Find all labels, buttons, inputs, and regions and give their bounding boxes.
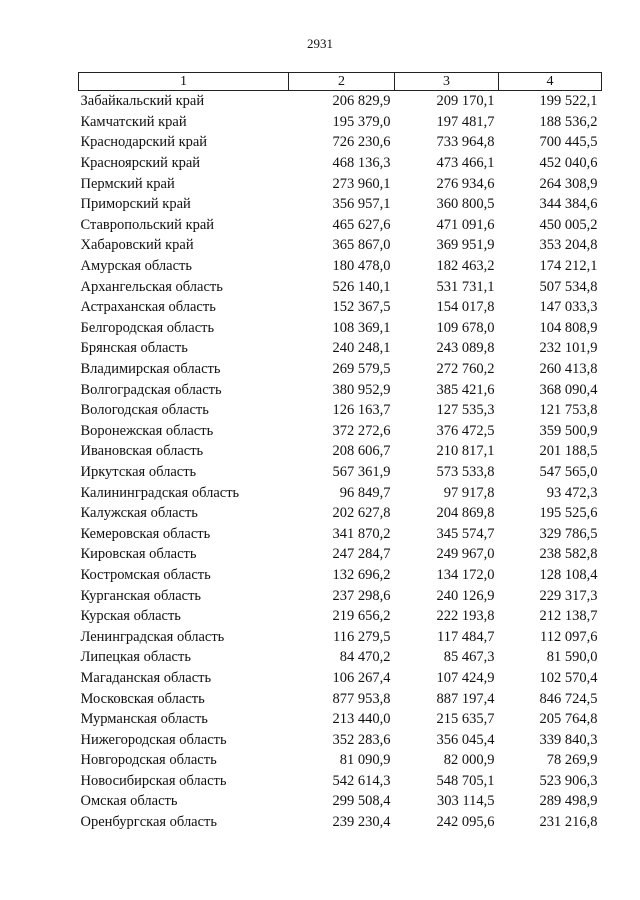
- value-cell-col-2: 247 284,7: [332, 546, 391, 563]
- region-name-cell: Новосибирская область: [80, 772, 227, 789]
- region-name-cell: Воронежская область: [80, 422, 214, 439]
- value-cell-col-2: 526 140,1: [332, 278, 391, 295]
- value-cell-col-3: 385 421,6: [436, 381, 495, 398]
- value-cell-col-2: 726 230,6: [332, 134, 391, 151]
- region-name-cell: Белгородская область: [80, 319, 215, 336]
- value-cell-col-4: 229 317,3: [539, 587, 598, 604]
- value-cell-col-2: 380 952,9: [332, 381, 391, 398]
- table-row: [79, 132, 602, 153]
- value-cell-col-4: 205 764,8: [539, 711, 598, 728]
- table-row: [79, 503, 602, 524]
- value-cell-col-4: 846 724,5: [539, 690, 598, 707]
- value-cell-col-3: 471 091,6: [436, 216, 495, 233]
- region-name-cell: Мурманская область: [80, 711, 208, 728]
- table-row: [79, 338, 602, 359]
- value-cell-col-3: 215 635,7: [436, 711, 495, 728]
- value-cell-col-2: 96 849,7: [339, 484, 391, 501]
- value-cell-col-3: 242 095,6: [436, 814, 495, 831]
- value-cell-col-4: 102 570,4: [539, 669, 598, 686]
- table-row: [79, 318, 602, 339]
- value-cell-col-2: 465 627,6: [332, 216, 391, 233]
- table-row: [79, 750, 602, 771]
- value-cell-col-4: 93 472,3: [546, 484, 598, 501]
- region-name-cell: Московская область: [80, 690, 205, 707]
- region-name-cell: Брянская область: [80, 340, 188, 357]
- region-name-cell: Курганская область: [80, 587, 202, 604]
- value-cell-col-2: 273 960,1: [332, 175, 391, 192]
- value-cell-col-2: 208 606,7: [332, 443, 391, 460]
- value-cell-col-4: 450 005,2: [539, 216, 598, 233]
- table-row: [79, 297, 602, 318]
- value-cell-col-3: 204 869,8: [436, 505, 495, 522]
- table-row: [79, 112, 602, 133]
- table-row: [79, 91, 602, 112]
- value-cell-col-4: 199 522,1: [539, 93, 598, 110]
- value-cell-col-4: 359 500,9: [539, 422, 598, 439]
- table-row: [79, 585, 602, 606]
- region-name-cell: Красноярский край: [80, 155, 201, 172]
- table-body: [79, 91, 602, 833]
- table-header-row: [79, 73, 602, 91]
- value-cell-col-2: 180 478,0: [332, 258, 391, 275]
- value-cell-col-3: 210 817,1: [436, 443, 495, 460]
- region-name-cell: Курская область: [80, 608, 181, 625]
- table-row: [79, 441, 602, 462]
- table-row: [79, 153, 602, 174]
- value-cell-col-3: 154 017,8: [436, 299, 495, 316]
- value-cell-col-2: 542 614,3: [332, 772, 391, 789]
- value-cell-col-2: 202 627,8: [332, 505, 391, 522]
- region-name-cell: Ивановская область: [80, 443, 204, 460]
- value-cell-col-4: 238 582,8: [539, 546, 598, 563]
- column-header-3: 3: [395, 73, 499, 91]
- table-row: [79, 709, 602, 730]
- region-name-cell: Магаданская область: [80, 669, 212, 686]
- value-cell-col-4: 264 308,9: [539, 175, 598, 192]
- value-cell-col-4: 339 840,3: [539, 731, 598, 748]
- value-cell-col-3: 887 197,4: [436, 690, 495, 707]
- region-name-cell: Амурская область: [80, 258, 192, 275]
- value-cell-col-2: 567 361,9: [332, 463, 391, 480]
- value-cell-col-3: 109 678,0: [436, 319, 495, 336]
- value-cell-col-3: 360 800,5: [436, 196, 495, 213]
- region-name-cell: Калужская область: [80, 505, 198, 522]
- value-cell-col-3: 82 000,9: [443, 752, 495, 769]
- value-cell-col-2: 195 379,0: [332, 113, 391, 130]
- region-name-cell: Забайкальский край: [80, 93, 205, 110]
- value-cell-col-3: 548 705,1: [436, 772, 495, 789]
- value-cell-col-2: 81 090,9: [339, 752, 391, 769]
- value-cell-col-3: 85 467,3: [443, 649, 495, 666]
- value-cell-col-3: 222 193,8: [436, 608, 495, 625]
- value-cell-col-2: 299 508,4: [332, 793, 391, 810]
- region-name-cell: Краснодарский край: [80, 134, 208, 151]
- page-number: 2931: [307, 36, 333, 51]
- value-cell-col-3: 197 481,7: [436, 113, 495, 130]
- value-cell-col-2: 468 136,3: [332, 155, 391, 172]
- table-row: [79, 668, 602, 689]
- value-cell-col-3: 117 484,7: [437, 628, 495, 645]
- value-cell-col-3: 182 463,2: [436, 258, 495, 275]
- table-row: [79, 215, 602, 236]
- region-name-cell: Хабаровский край: [80, 237, 194, 254]
- table-row: [79, 256, 602, 277]
- value-cell-col-3: 473 466,1: [436, 155, 495, 172]
- table-row: [79, 235, 602, 256]
- region-name-cell: Кировская область: [80, 546, 197, 563]
- region-name-cell: Липецкая область: [80, 649, 191, 666]
- table-row: [79, 606, 602, 627]
- value-cell-col-3: 240 126,9: [436, 587, 495, 604]
- value-cell-col-3: 127 535,3: [436, 402, 495, 419]
- region-name-cell: Калининградская область: [80, 484, 240, 501]
- value-cell-col-2: 206 829,9: [332, 93, 391, 110]
- column-header-1: 1: [79, 73, 289, 91]
- value-cell-col-4: 353 204,8: [539, 237, 598, 254]
- value-cell-col-4: 700 445,5: [539, 134, 598, 151]
- value-cell-col-3: 531 731,1: [436, 278, 495, 295]
- value-cell-col-2: 132 696,2: [332, 566, 391, 583]
- value-cell-col-4: 128 108,4: [539, 566, 598, 583]
- region-name-cell: Пермский край: [80, 175, 175, 192]
- value-cell-col-4: 201 188,5: [539, 443, 598, 460]
- table-row: [79, 812, 602, 833]
- value-cell-col-4: 260 413,8: [539, 361, 598, 378]
- table-row: [79, 729, 602, 750]
- table-row: [79, 565, 602, 586]
- value-cell-col-2: 239 230,4: [332, 814, 391, 831]
- value-cell-col-2: 341 870,2: [332, 525, 391, 542]
- table-row: [79, 791, 602, 812]
- value-cell-col-3: 376 472,5: [436, 422, 495, 439]
- value-cell-col-3: 243 089,8: [436, 340, 495, 357]
- region-name-cell: Вологодская область: [80, 402, 209, 419]
- value-cell-col-4: 368 090,4: [539, 381, 598, 398]
- value-cell-col-2: 356 957,1: [332, 196, 391, 213]
- table-row: [79, 544, 602, 565]
- table-row: [79, 482, 602, 503]
- table-row: [79, 626, 602, 647]
- value-cell-col-4: 195 525,6: [539, 505, 598, 522]
- value-cell-col-2: 116 279,5: [333, 628, 391, 645]
- value-cell-col-2: 237 298,6: [332, 587, 391, 604]
- value-cell-col-4: 188 536,2: [539, 113, 598, 130]
- value-cell-col-4: 78 269,9: [546, 752, 598, 769]
- table-row: [79, 771, 602, 792]
- region-name-cell: Приморский край: [80, 196, 191, 213]
- column-header-2: 2: [289, 73, 395, 91]
- region-name-cell: Ставропольский край: [80, 216, 215, 233]
- value-cell-col-2: 219 656,2: [332, 608, 391, 625]
- value-cell-col-2: 213 440,0: [332, 711, 391, 728]
- value-cell-col-3: 97 917,8: [443, 484, 495, 501]
- table-row: [79, 421, 602, 442]
- value-cell-col-4: 523 906,3: [539, 772, 598, 789]
- value-cell-col-3: 272 760,2: [436, 361, 495, 378]
- value-cell-col-4: 232 101,9: [539, 340, 598, 357]
- value-cell-col-2: 269 579,5: [332, 361, 391, 378]
- region-name-cell: Иркутская область: [80, 463, 197, 480]
- value-cell-col-4: 231 216,8: [539, 814, 598, 831]
- value-cell-col-2: 372 272,6: [332, 422, 391, 439]
- value-cell-col-2: 365 867,0: [332, 237, 391, 254]
- data-table: [78, 72, 602, 832]
- value-cell-col-4: 174 212,1: [539, 258, 598, 275]
- value-cell-col-3: 209 170,1: [436, 93, 495, 110]
- region-name-cell: Нижегородская область: [80, 731, 227, 748]
- region-name-cell: Омская область: [80, 793, 178, 810]
- region-name-cell: Волгоградская область: [80, 381, 222, 398]
- value-cell-col-3: 249 967,0: [436, 546, 495, 563]
- value-cell-col-3: 356 045,4: [436, 731, 495, 748]
- region-name-cell: Астраханская область: [80, 299, 216, 316]
- region-name-cell: Костромская область: [80, 566, 211, 583]
- region-name-cell: Оренбургская область: [80, 814, 218, 831]
- value-cell-col-4: 212 138,7: [539, 608, 598, 625]
- value-cell-col-4: 121 753,8: [539, 402, 598, 419]
- value-cell-col-3: 733 964,8: [436, 134, 495, 151]
- value-cell-col-2: 352 283,6: [332, 731, 391, 748]
- value-cell-col-3: 303 114,5: [437, 793, 495, 810]
- value-cell-col-4: 507 534,8: [539, 278, 598, 295]
- value-cell-col-3: 369 951,9: [436, 237, 495, 254]
- value-cell-col-4: 81 590,0: [546, 649, 598, 666]
- value-cell-col-2: 152 367,5: [332, 299, 391, 316]
- table-row: [79, 194, 602, 215]
- table-row: [79, 400, 602, 421]
- table-row: [79, 173, 602, 194]
- value-cell-col-3: 345 574,7: [436, 525, 495, 542]
- value-cell-col-4: 329 786,5: [539, 525, 598, 542]
- value-cell-col-2: 126 163,7: [332, 402, 391, 419]
- table-row: [79, 379, 602, 400]
- table-row: [79, 276, 602, 297]
- value-cell-col-2: 240 248,1: [332, 340, 391, 357]
- region-name-cell: Ленинградская область: [80, 628, 225, 645]
- value-cell-col-4: 104 808,9: [539, 319, 598, 336]
- value-cell-col-4: 547 565,0: [539, 463, 598, 480]
- region-name-cell: Кемеровская область: [80, 525, 211, 542]
- value-cell-col-4: 344 384,6: [539, 196, 598, 213]
- table-row: [79, 462, 602, 483]
- region-name-cell: Владимирская область: [80, 361, 221, 378]
- table-row: [79, 523, 602, 544]
- value-cell-col-4: 112 097,6: [540, 628, 598, 645]
- region-name-cell: Камчатский край: [80, 113, 187, 130]
- value-cell-col-2: 106 267,4: [332, 669, 391, 686]
- value-cell-col-4: 289 498,9: [539, 793, 598, 810]
- table-row: [79, 359, 602, 380]
- value-cell-col-4: 147 033,3: [539, 299, 598, 316]
- value-cell-col-3: 276 934,6: [436, 175, 495, 192]
- region-name-cell: Новгородская область: [80, 752, 217, 769]
- value-cell-col-3: 107 424,9: [436, 669, 495, 686]
- region-name-cell: Архангельская область: [80, 278, 223, 295]
- table-row: [79, 647, 602, 668]
- value-cell-col-4: 452 040,6: [539, 155, 598, 172]
- value-cell-col-2: 108 369,1: [332, 319, 391, 336]
- value-cell-col-2: 84 470,2: [339, 649, 391, 666]
- table-row: [79, 688, 602, 709]
- value-cell-col-2: 877 953,8: [332, 690, 391, 707]
- value-cell-col-3: 134 172,0: [436, 566, 495, 583]
- column-header-4: 4: [499, 73, 602, 91]
- value-cell-col-3: 573 533,8: [436, 463, 495, 480]
